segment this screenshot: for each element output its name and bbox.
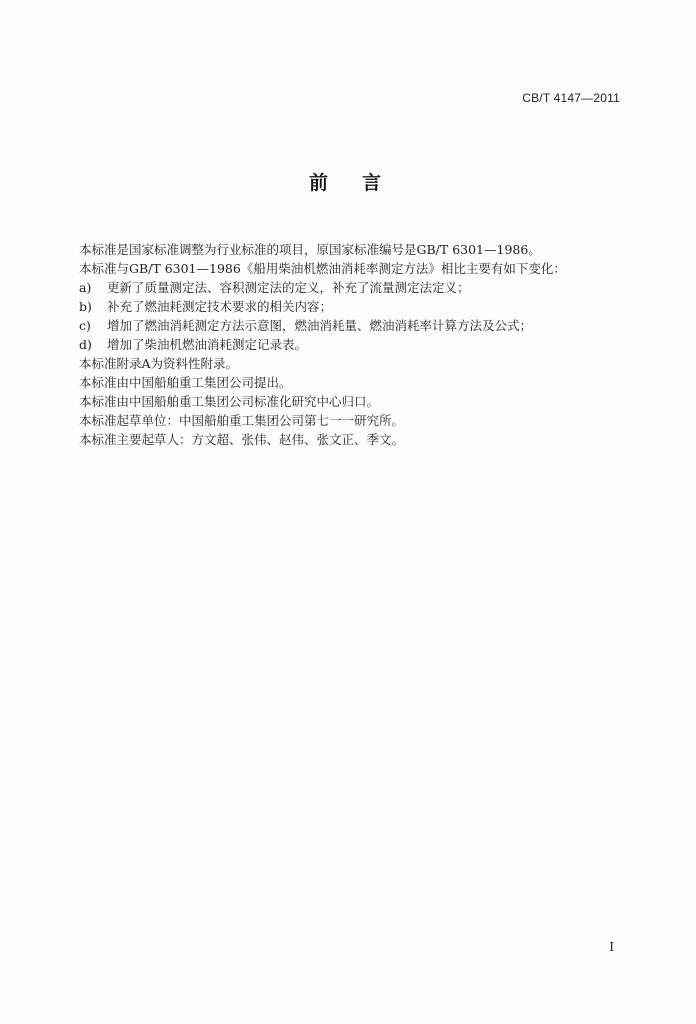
paragraph: 本标准是国家标准调整为行业标准的项目，原国家标准编号是GB/T 6301—1986。 — [79, 242, 541, 257]
paragraph: 本标准主要起草人：方文超、张伟、赵伟、张文正、季文。 — [79, 432, 405, 447]
paragraph: 本标准由中国船舶重工集团公司提出。 — [79, 375, 292, 390]
list-item — [79, 278, 639, 297]
paragraph: 本标准起草单位：中国船舶重工集团公司第七一一研究所。 — [79, 413, 405, 428]
list-item-marker: d) — [79, 337, 92, 352]
list-item-text: 增加了柴油机燃油消耗测定记录表。 — [107, 337, 308, 352]
list-item — [79, 316, 639, 335]
list-item — [79, 335, 639, 354]
list-item-marker: a) — [79, 280, 92, 295]
paragraph: 本标准附录A为资料性附录。 — [79, 356, 239, 371]
standard-code: CB/T 4147—2011 — [522, 91, 620, 105]
page-title: 前言 — [308, 172, 415, 194]
page-number: I — [609, 940, 614, 954]
foreword-body — [79, 240, 639, 449]
list-item — [79, 297, 639, 316]
paragraph: 本标准由中国船舶重工集团公司标准化研究中心归口。 — [79, 394, 380, 409]
list-item-marker: b) — [79, 299, 92, 314]
list-item-text: 增加了燃油消耗测定方法示意图，燃油消耗量、燃油消耗率计算方法及公式； — [107, 318, 533, 333]
list-item-text: 补充了燃油耗测定技术要求的相关内容； — [107, 299, 333, 314]
list-item-text: 更新了质量测定法、容积测定法的定义，补充了流量测定法定义； — [107, 280, 470, 295]
list-item-marker: c) — [79, 318, 91, 333]
paragraph: 本标准与GB/T 6301—1986《船用柴油机燃油消耗率测定方法》相比主要有如下变化： — [79, 261, 566, 276]
